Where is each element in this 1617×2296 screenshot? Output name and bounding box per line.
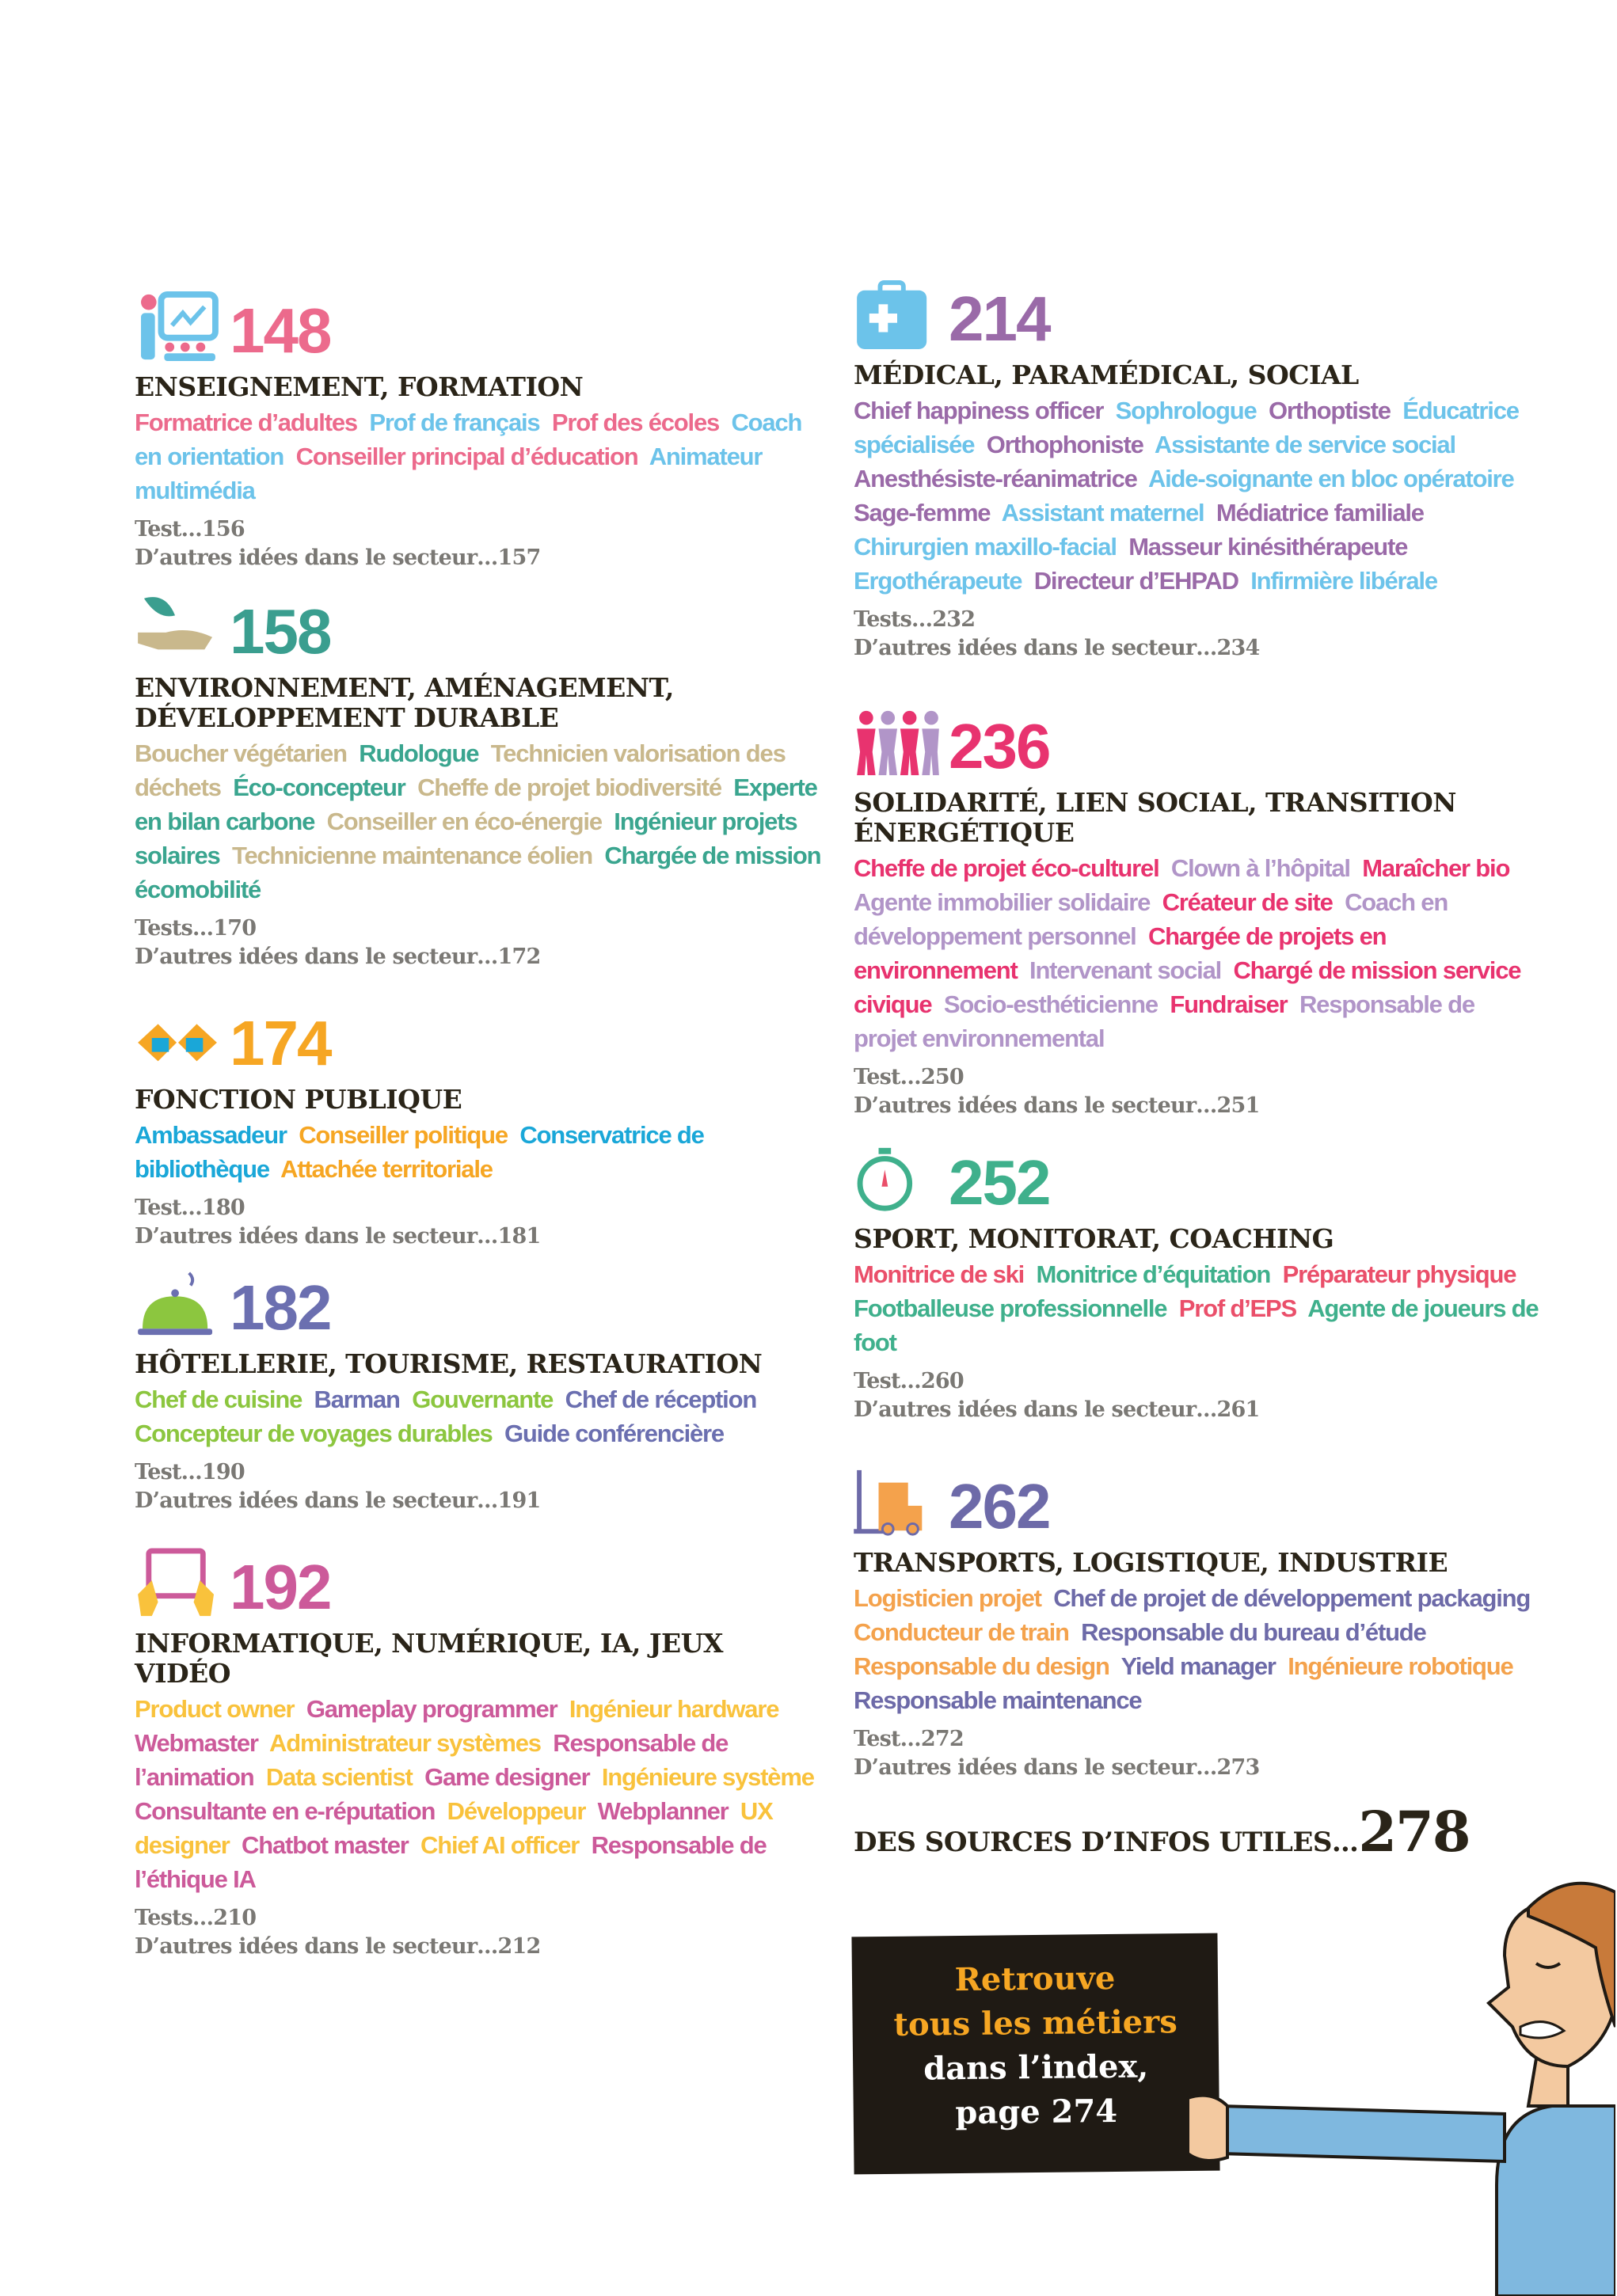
job-item[interactable]: Anesthésiste-réanimatrice — [854, 465, 1137, 492]
forklift-icon — [854, 1467, 941, 1538]
section-title: ENVIRONNEMENT, AMÉNAGEMENT, DÉVELOPPEMENT DURABLE — [135, 672, 674, 733]
job-item[interactable]: Animateur multimédia — [135, 443, 763, 504]
job-item[interactable]: Créateur de site — [1162, 888, 1333, 916]
cloche-icon — [135, 1268, 222, 1340]
job-item[interactable]: Data scientist — [265, 1763, 413, 1791]
section-title: FONCTION PUBLIQUE — [135, 1084, 462, 1115]
job-item[interactable]: Socio-esthéticienne — [943, 990, 1158, 1018]
job-list — [854, 1257, 1543, 1359]
job-item[interactable]: Masseur kinésithérapeute — [1128, 533, 1408, 561]
section-title: SPORT, MONITORAT, COACHING — [854, 1223, 1334, 1254]
more-ideas-link[interactable]: D’autres idées dans le secteur…273 — [854, 1755, 1260, 1780]
section-enseignement — [135, 287, 824, 572]
section-header[interactable] — [854, 702, 1543, 781]
job-item[interactable]: Chargée de mission écomobilité — [135, 842, 821, 903]
stopwatch-icon — [854, 1143, 941, 1215]
job-item[interactable]: Monitrice d’équitation — [1036, 1260, 1271, 1288]
job-item[interactable]: Maraîcher bio — [1362, 854, 1510, 882]
job-item[interactable]: Conservatrice de bibliothèque — [135, 1121, 704, 1183]
job-item[interactable]: Chief AI officer — [420, 1831, 580, 1859]
more-ideas-link[interactable]: D’autres idées dans le secteur…261 — [854, 1397, 1260, 1422]
sign-line-1: Retrouve — [954, 1959, 1116, 1999]
job-item[interactable]: Chargée de projets en environnement — [854, 922, 1387, 984]
more-ideas-link[interactable]: D’autres idées dans le secteur…172 — [135, 945, 541, 969]
more-ideas-link[interactable]: D’autres idées dans le secteur…212 — [135, 1934, 541, 1959]
section-page-number: 236 — [949, 711, 1050, 781]
job-item[interactable]: Ingénieur hardware — [569, 1695, 779, 1723]
job-item[interactable]: Rudologue — [359, 739, 479, 767]
tablet-hands-icon — [135, 1548, 222, 1619]
job-item[interactable]: Directeur d’EHPAD — [1033, 567, 1238, 595]
job-item[interactable]: Chirurgien maxillo-facial — [854, 533, 1117, 561]
job-item[interactable]: Attachée territoriale — [280, 1155, 493, 1183]
job-item[interactable]: Logisticien projet — [854, 1584, 1041, 1612]
more-ideas-link[interactable]: D’autres idées dans le secteur…234 — [854, 636, 1260, 660]
section-page-number: 158 — [230, 596, 331, 667]
man-holding-sign-illustration — [1156, 1853, 1615, 2296]
section-title: SOLIDARITÉ, LIEN SOCIAL, TRANSITION ÉNERGÉTIQUE — [854, 787, 1456, 848]
sign-line-2: tous les métiers — [893, 2003, 1178, 2043]
flags-icon — [135, 1004, 222, 1075]
job-item[interactable]: Chief happiness officer — [854, 397, 1104, 424]
job-item[interactable]: Webplanner — [597, 1797, 729, 1825]
job-item[interactable]: Boucher végétarien — [135, 739, 347, 767]
job-item[interactable]: Assistante de service social — [1154, 431, 1455, 458]
section-title: MÉDICAL, PARAMÉDICAL, SOCIAL — [854, 359, 1359, 390]
job-item[interactable]: Ingénieure système — [601, 1763, 814, 1791]
tests-link[interactable]: Tests…210 — [135, 1906, 257, 1930]
section-solidarite — [854, 702, 1543, 1120]
section-environnement — [135, 587, 824, 971]
job-list — [854, 393, 1543, 598]
job-item[interactable]: Préparateur physique — [1282, 1260, 1516, 1288]
section-page-number: 174 — [230, 1008, 331, 1078]
job-list — [854, 1581, 1543, 1717]
section-header[interactable] — [854, 1462, 1543, 1541]
job-item[interactable]: Gameplay programmer — [306, 1695, 557, 1723]
tests-link[interactable]: Test…156 — [135, 517, 245, 542]
job-item[interactable]: Chef de réception — [565, 1386, 757, 1413]
job-item[interactable]: Chargé de mission service civique — [854, 956, 1521, 1018]
job-list — [135, 736, 824, 907]
tests-link[interactable]: Test…260 — [854, 1369, 964, 1393]
job-list — [854, 851, 1543, 1055]
more-ideas-link[interactable]: D’autres idées dans le secteur…251 — [854, 1093, 1260, 1118]
job-item[interactable]: Fundraiser — [1170, 990, 1288, 1018]
section-header[interactable] — [135, 1543, 824, 1622]
section-header[interactable] — [135, 287, 824, 366]
job-item[interactable]: Éducatrice spécialisée — [854, 397, 1519, 458]
section-transports — [854, 1462, 1543, 1782]
tests-link[interactable]: Test…190 — [135, 1460, 245, 1484]
sign-line-4: page 274 — [955, 2092, 1118, 2132]
job-item[interactable]: Guide conférencière — [504, 1420, 724, 1447]
more-ideas-link[interactable]: D’autres idées dans le secteur…191 — [135, 1488, 541, 1513]
sources-label: DES SOURCES D’INFOS UTILES… — [854, 1827, 1359, 1858]
job-item[interactable]: Agente immobilier solidaire — [854, 888, 1151, 916]
job-item[interactable]: Technicien valorisation des déchets — [135, 739, 786, 801]
job-item[interactable]: Assistant maternel — [1001, 499, 1204, 526]
job-item[interactable]: Administrateur systèmes — [269, 1729, 541, 1757]
job-item[interactable]: UX designer — [135, 1797, 773, 1859]
job-item[interactable]: Sage-femme — [854, 499, 991, 526]
job-item[interactable]: Aide-soignante en bloc opératoire — [1147, 465, 1514, 492]
section-fonction-publique — [135, 999, 824, 1251]
job-item[interactable]: Agente de joueurs de foot — [854, 1294, 1539, 1356]
section-header[interactable] — [135, 1264, 824, 1343]
job-item[interactable]: Concepteur de voyages durables — [135, 1420, 493, 1447]
job-list — [135, 405, 824, 507]
tests-link[interactable]: Test…250 — [854, 1065, 964, 1089]
sign-line-3: dans l’index, — [923, 2047, 1149, 2088]
section-hotellerie — [135, 1264, 824, 1515]
section-title: ENSEIGNEMENT, FORMATION — [135, 371, 584, 402]
job-item[interactable]: Responsable de projet environnemental — [854, 990, 1474, 1052]
section-header[interactable] — [135, 999, 824, 1078]
job-item[interactable]: Orthophoniste — [986, 431, 1143, 458]
job-item[interactable]: Webmaster — [135, 1729, 258, 1757]
job-item[interactable]: Clown à l’hôpital — [1170, 854, 1350, 882]
job-item[interactable]: Product owner — [135, 1695, 295, 1723]
section-sport — [854, 1138, 1543, 1424]
job-item[interactable]: Experte en bilan carbone — [135, 774, 817, 835]
section-header[interactable] — [854, 275, 1543, 354]
job-item[interactable]: Conducteur de train — [854, 1618, 1069, 1646]
tests-link[interactable]: Tests…232 — [854, 607, 976, 632]
job-item[interactable]: Conseiller en éco-énergie — [326, 808, 602, 835]
job-item[interactable]: Chef de cuisine — [135, 1386, 302, 1413]
section-title: TRANSPORTS, LOGISTIQUE, INDUSTRIE — [854, 1547, 1448, 1578]
section-title: INFORMATIQUE, NUMÉRIQUE, IA, JEUX VIDÉO — [135, 1628, 723, 1689]
section-page-number: 148 — [230, 295, 331, 366]
section-page-number: 182 — [230, 1272, 331, 1343]
job-item[interactable]: Prof d’EPS — [1178, 1294, 1296, 1322]
job-item[interactable]: Développeur — [447, 1797, 586, 1825]
section-header[interactable] — [854, 1138, 1543, 1218]
job-item[interactable]: Intervenant social — [1029, 956, 1222, 984]
hand-leaf-icon — [135, 592, 222, 663]
tests-link[interactable]: Test…272 — [854, 1727, 964, 1751]
job-item[interactable]: Cheffe de projet biodiversité — [417, 774, 721, 801]
more-ideas-link[interactable]: D’autres idées dans le secteur…181 — [135, 1224, 541, 1249]
job-item[interactable]: Ergothérapeute — [854, 567, 1022, 595]
section-informatique — [135, 1543, 824, 1961]
job-item[interactable]: Orthoptiste — [1268, 397, 1391, 424]
job-item[interactable]: Barman — [314, 1386, 400, 1413]
section-page-number: 214 — [949, 283, 1050, 354]
job-item[interactable]: Responsable du bureau d’étude — [1081, 1618, 1426, 1646]
teacher-board-icon — [135, 291, 222, 363]
job-item[interactable]: Monitrice de ski — [854, 1260, 1025, 1288]
section-medical — [854, 275, 1543, 663]
section-title: HÔTELLERIE, TOURISME, RESTAURATION — [135, 1348, 763, 1379]
job-item[interactable]: Footballeuse professionnelle — [854, 1294, 1167, 1322]
tests-link[interactable]: Tests…170 — [135, 916, 257, 941]
job-item[interactable]: Responsable du design — [854, 1652, 1109, 1680]
job-item[interactable]: Cheffe de projet éco-culturel — [854, 854, 1159, 882]
job-item[interactable]: Formatrice d’adultes — [135, 409, 357, 436]
section-page-number: 192 — [230, 1552, 331, 1622]
section-page-number: 262 — [949, 1471, 1050, 1541]
job-item[interactable]: Technicienne maintenance éolien — [232, 842, 592, 869]
tests-link[interactable]: Test…180 — [135, 1196, 245, 1220]
paper-people-icon — [854, 707, 941, 778]
job-item[interactable]: Responsable maintenance — [854, 1686, 1142, 1714]
job-item[interactable]: Sophrologue — [1115, 397, 1257, 424]
section-page-number: 252 — [949, 1147, 1050, 1218]
job-item[interactable]: Chef de projet de développement packaging — [1053, 1584, 1531, 1612]
more-ideas-link[interactable]: D’autres idées dans le secteur…157 — [135, 545, 541, 570]
job-item[interactable]: Consultante en e-réputation — [135, 1797, 436, 1825]
job-item[interactable]: Gouvernante — [412, 1386, 554, 1413]
job-item[interactable]: Conseiller principal d’éducation — [295, 443, 638, 470]
job-item[interactable]: Prof de français — [369, 409, 540, 436]
job-item[interactable]: Coach en développement personnel — [854, 888, 1448, 950]
job-item[interactable]: Yield manager — [1120, 1652, 1276, 1680]
job-list — [135, 1692, 824, 1896]
job-item[interactable]: Ingénieure robotique — [1288, 1652, 1513, 1680]
job-item[interactable]: Prof des écoles — [551, 409, 720, 436]
job-item[interactable]: Coach en orientation — [135, 409, 802, 470]
section-header[interactable] — [135, 587, 824, 667]
job-item[interactable]: Conseiller politique — [299, 1121, 508, 1149]
sources-page: 278 — [1358, 1799, 1470, 1865]
job-item[interactable]: Ambassadeur — [135, 1121, 287, 1149]
job-item[interactable]: Chatbot master — [242, 1831, 409, 1859]
job-list — [135, 1118, 824, 1186]
job-item[interactable]: Game designer — [424, 1763, 590, 1791]
job-item[interactable]: Infirmière libérale — [1250, 567, 1437, 595]
job-item[interactable]: Responsable de l’éthique IA — [135, 1831, 767, 1893]
job-item[interactable]: Éco-concepteur — [233, 774, 405, 801]
job-list — [135, 1382, 824, 1450]
job-item[interactable]: Ingénieur projets solaires — [135, 808, 797, 869]
job-item[interactable]: Responsable de l’animation — [135, 1729, 729, 1791]
job-item[interactable]: Médiatrice familiale — [1216, 499, 1424, 526]
medical-kit-icon — [854, 279, 941, 351]
